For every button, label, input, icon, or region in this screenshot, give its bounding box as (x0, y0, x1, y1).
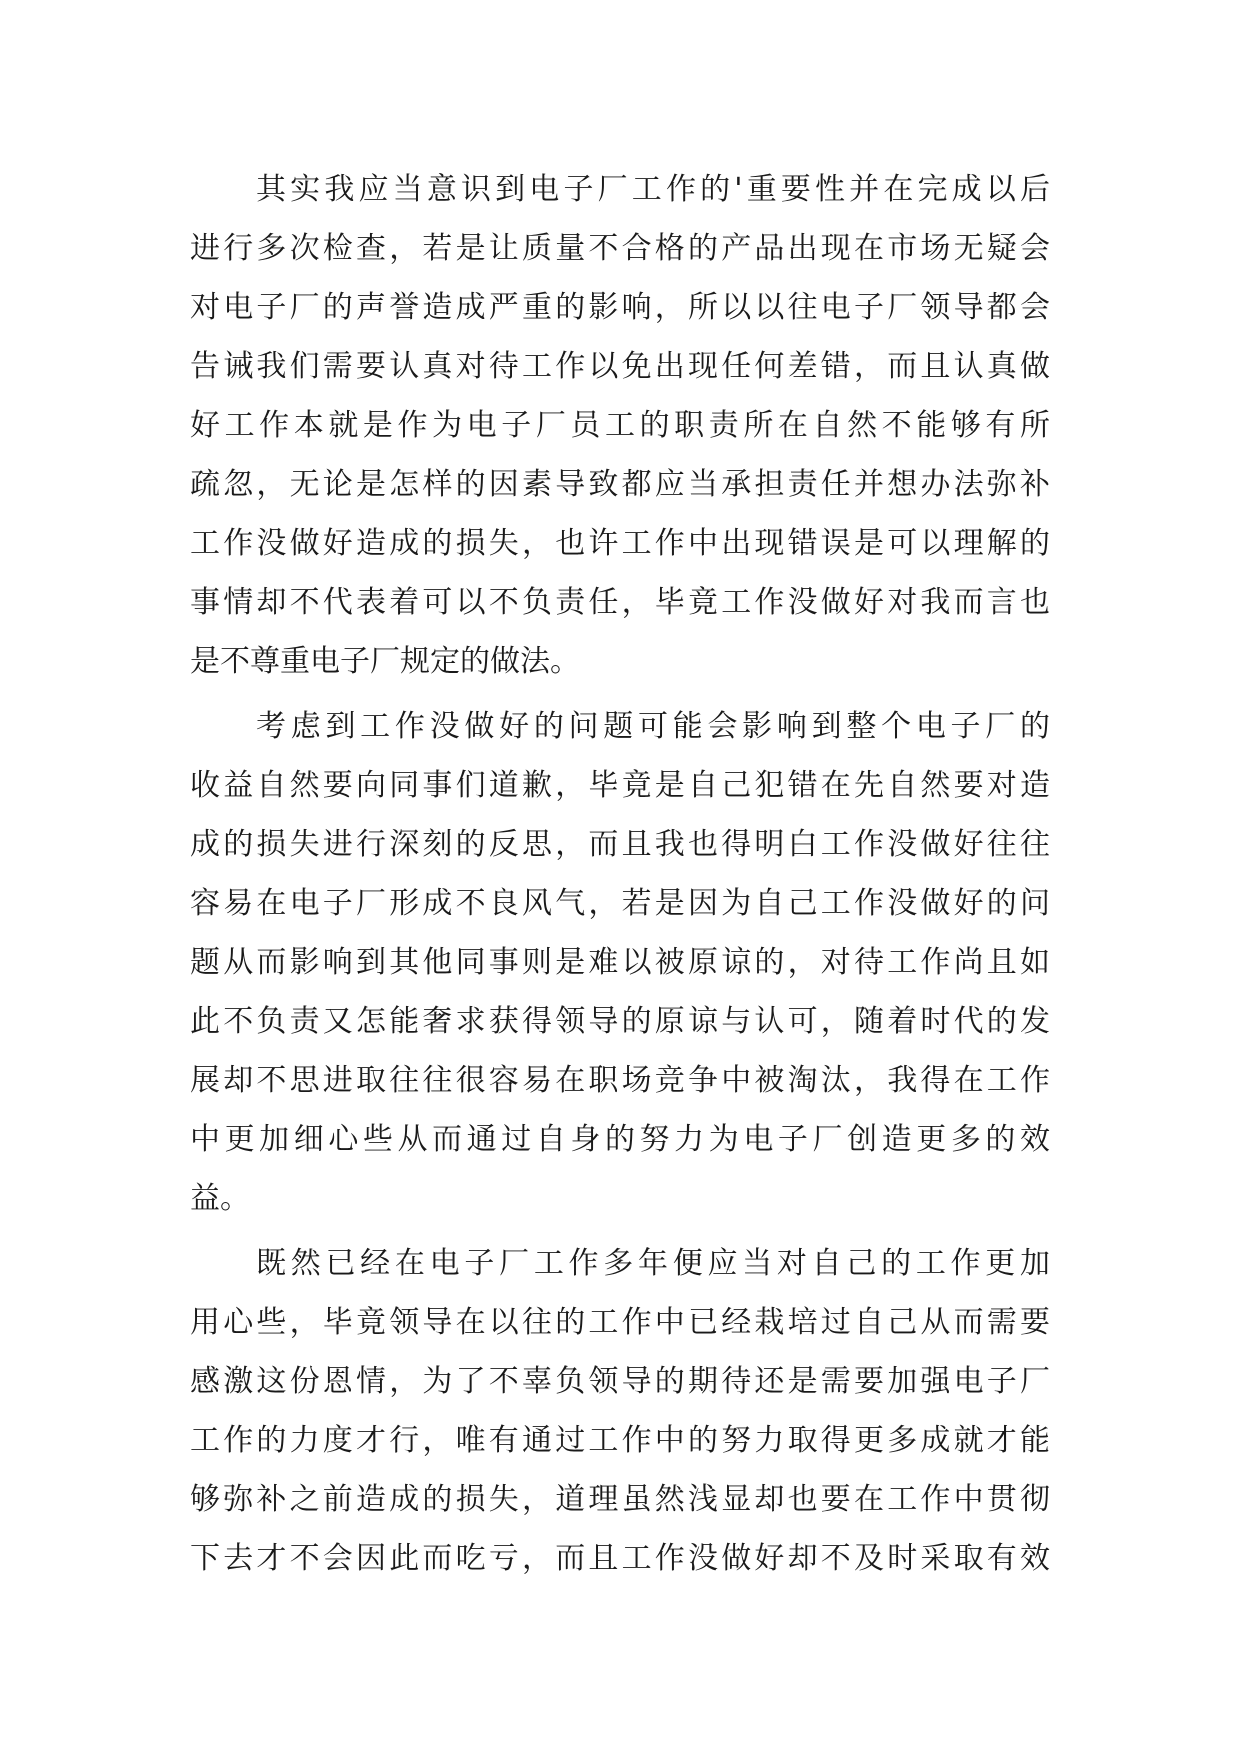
paragraph-line: 既然已经在电子厂工作多年便应当对自己的工作更加 (256, 1246, 1050, 1281)
paragraph-line: 对电子厂的声誉造成严重的影响，所以以往电子厂领导都会 (190, 290, 1050, 325)
paragraph-line: 题从而影响到其他同事则是难以被原谅的，对待工作尚且如 (190, 945, 1050, 980)
paragraph-line: 进行多次检查，若是让质量不合格的产品出现在市场无疑会 (190, 231, 1050, 266)
paragraph-line: 益。 (190, 1181, 250, 1216)
paragraph-line: 够弥补之前造成的损失，道理虽然浅显却也要在工作中贯彻 (190, 1482, 1050, 1517)
paragraph-line: 考虑到工作没做好的问题可能会影响到整个电子厂的 (256, 709, 1050, 744)
paragraph-line: 中更加细心些从而通过自身的努力为电子厂创造更多的效 (190, 1122, 1050, 1157)
paragraph-line: 疏忽，无论是怎样的因素导致都应当承担责任并想办法弥补 (190, 467, 1050, 502)
paragraph-line: 工作没做好造成的损失，也许工作中出现错误是可以理解的 (190, 526, 1050, 561)
paragraph-line: 工作的力度才行，唯有通过工作中的努力取得更多成就才能 (190, 1423, 1050, 1458)
paragraph-3 (190, 1234, 1050, 1588)
paragraph-line: 好工作本就是作为电子厂员工的职责所在自然不能够有所 (190, 408, 1050, 443)
paragraph-line: 用心些，毕竟领导在以往的工作中已经栽培过自己从而需要 (190, 1305, 1050, 1340)
paragraph-line: 下去才不会因此而吃亏，而且工作没做好却不及时采取有效 (190, 1541, 1050, 1576)
paragraph-line: 容易在电子厂形成不良风气，若是因为自己工作没做好的问 (190, 886, 1050, 921)
paragraph-line: 是不尊重电子厂规定的做法。 (190, 644, 580, 679)
paragraph-line: 展却不思进取往往很容易在职场竞争中被淘汰，我得在工作 (190, 1063, 1050, 1098)
paragraph-line: 告诫我们需要认真对待工作以免出现任何差错，而且认真做 (190, 349, 1050, 384)
paragraph-line: 感激这份恩情，为了不辜负领导的期待还是需要加强电子厂 (190, 1364, 1050, 1399)
paragraph-line: 其实我应当意识到电子厂工作的'重要性并在完成以后 (256, 172, 1050, 207)
paragraph-line: 收益自然要向同事们道歉，毕竟是自己犯错在先自然要对造 (190, 768, 1050, 803)
document-page (190, 160, 1050, 1588)
paragraph-line: 成的损失进行深刻的反思，而且我也得明白工作没做好往往 (190, 827, 1050, 862)
paragraph-1 (190, 160, 1050, 691)
paragraph-line: 事情却不代表着可以不负责任，毕竟工作没做好对我而言也 (190, 585, 1050, 620)
paragraph-line: 此不负责又怎能奢求获得领导的原谅与认可，随着时代的发 (190, 1004, 1050, 1039)
paragraph-2 (190, 697, 1050, 1228)
